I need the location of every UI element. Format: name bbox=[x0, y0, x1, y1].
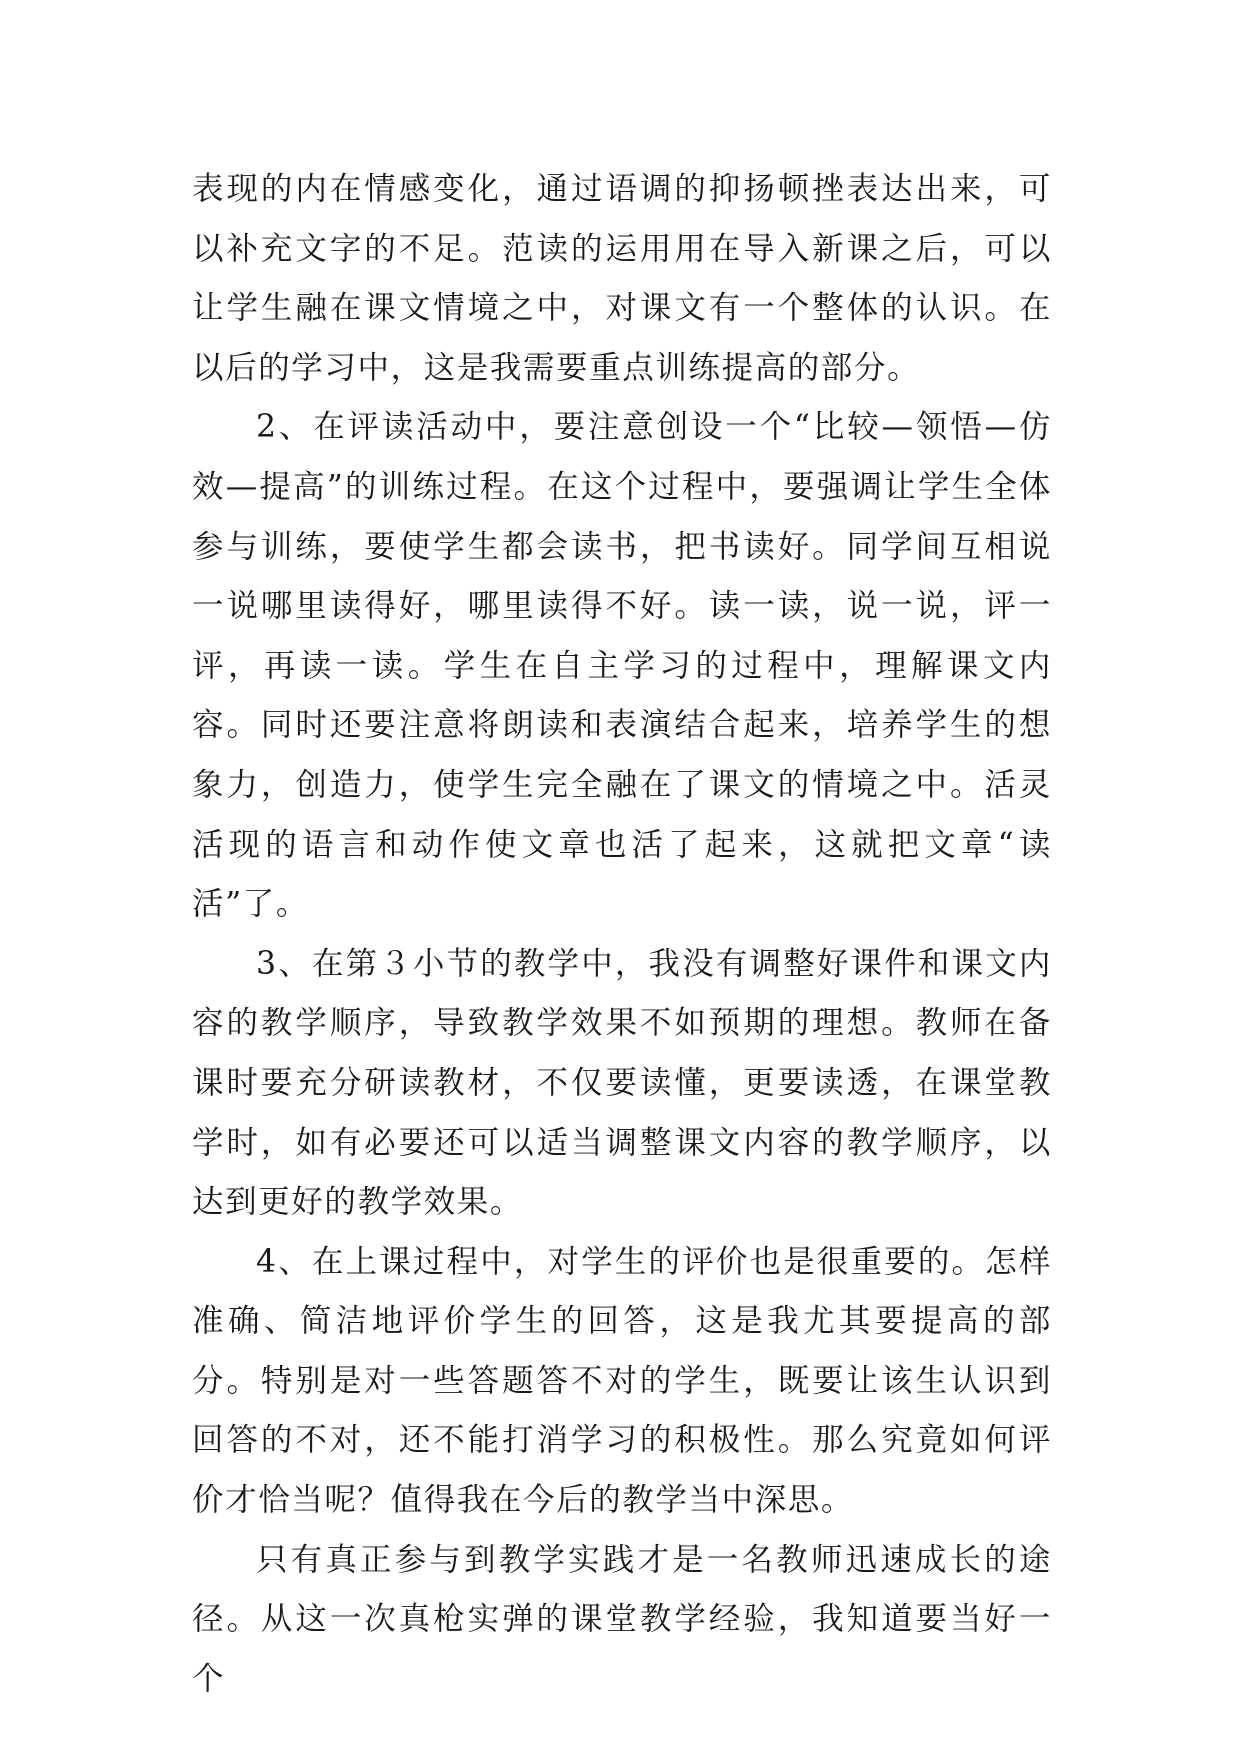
paragraph-continuation: 表现的内在情感变化，通过语调的抑扬顿挫表达出来，可以补充文字的不足。范读的运用用在导入新课之后，可以让学生融在课文情境之中，对课文有一个整体的认识。在以后的学习中，这是我需要重点训练提高的部分。 bbox=[192, 171, 1052, 386]
paragraph-item-2: 2、在评读活动中，要注意创设一个“比较—领悟—仿效—提高”的训练过程。在这个过程中，要强调让学生全体参与训练，要使学生都会读书，把书读好。同学间互相说一说哪里读得好，哪里读得不好。读一读，说一说，评一评，再读一读。学生在自主学习的过程中，理解课文内容。同时还要注意将朗读和表演结合起来，培养学生的想象力，创造力，使学生完全融在了课文的情境之中。活灵活现的语言和动作使文章也活了起来，这就把文章“读活”了。 bbox=[192, 409, 1053, 923]
document-body bbox=[192, 160, 1052, 1709]
paragraph-item-3: 3、在第３小节的教学中，我没有调整好课件和课文内容的教学顺序，导致教学效果不如预期的理想。教师在备课时要充分研读教材，不仅要读懂，更要读透，在课堂教学时，如有必要还可以适当调整课文内容的教学顺序，以达到更好的教学效果。 bbox=[192, 945, 1052, 1221]
paragraph-conclusion: 只有真正参与到教学实践才是一名教师迅速成长的途径。从这一次真枪实弹的课堂教学经验，我知道要当好一个 bbox=[192, 1541, 1052, 1697]
paragraph-item-4: 4、在上课过程中，对学生的评价也是很重要的。怎样准确、简洁地评价学生的回答，这是我尤其要提高的部分。特别是对一些答题答不对的学生，既要让该生认识到回答的不对，还不能打消学习的积极性。那么究竟如何评价才恰当呢？值得我在今后的教学当中深思。 bbox=[192, 1243, 1052, 1519]
